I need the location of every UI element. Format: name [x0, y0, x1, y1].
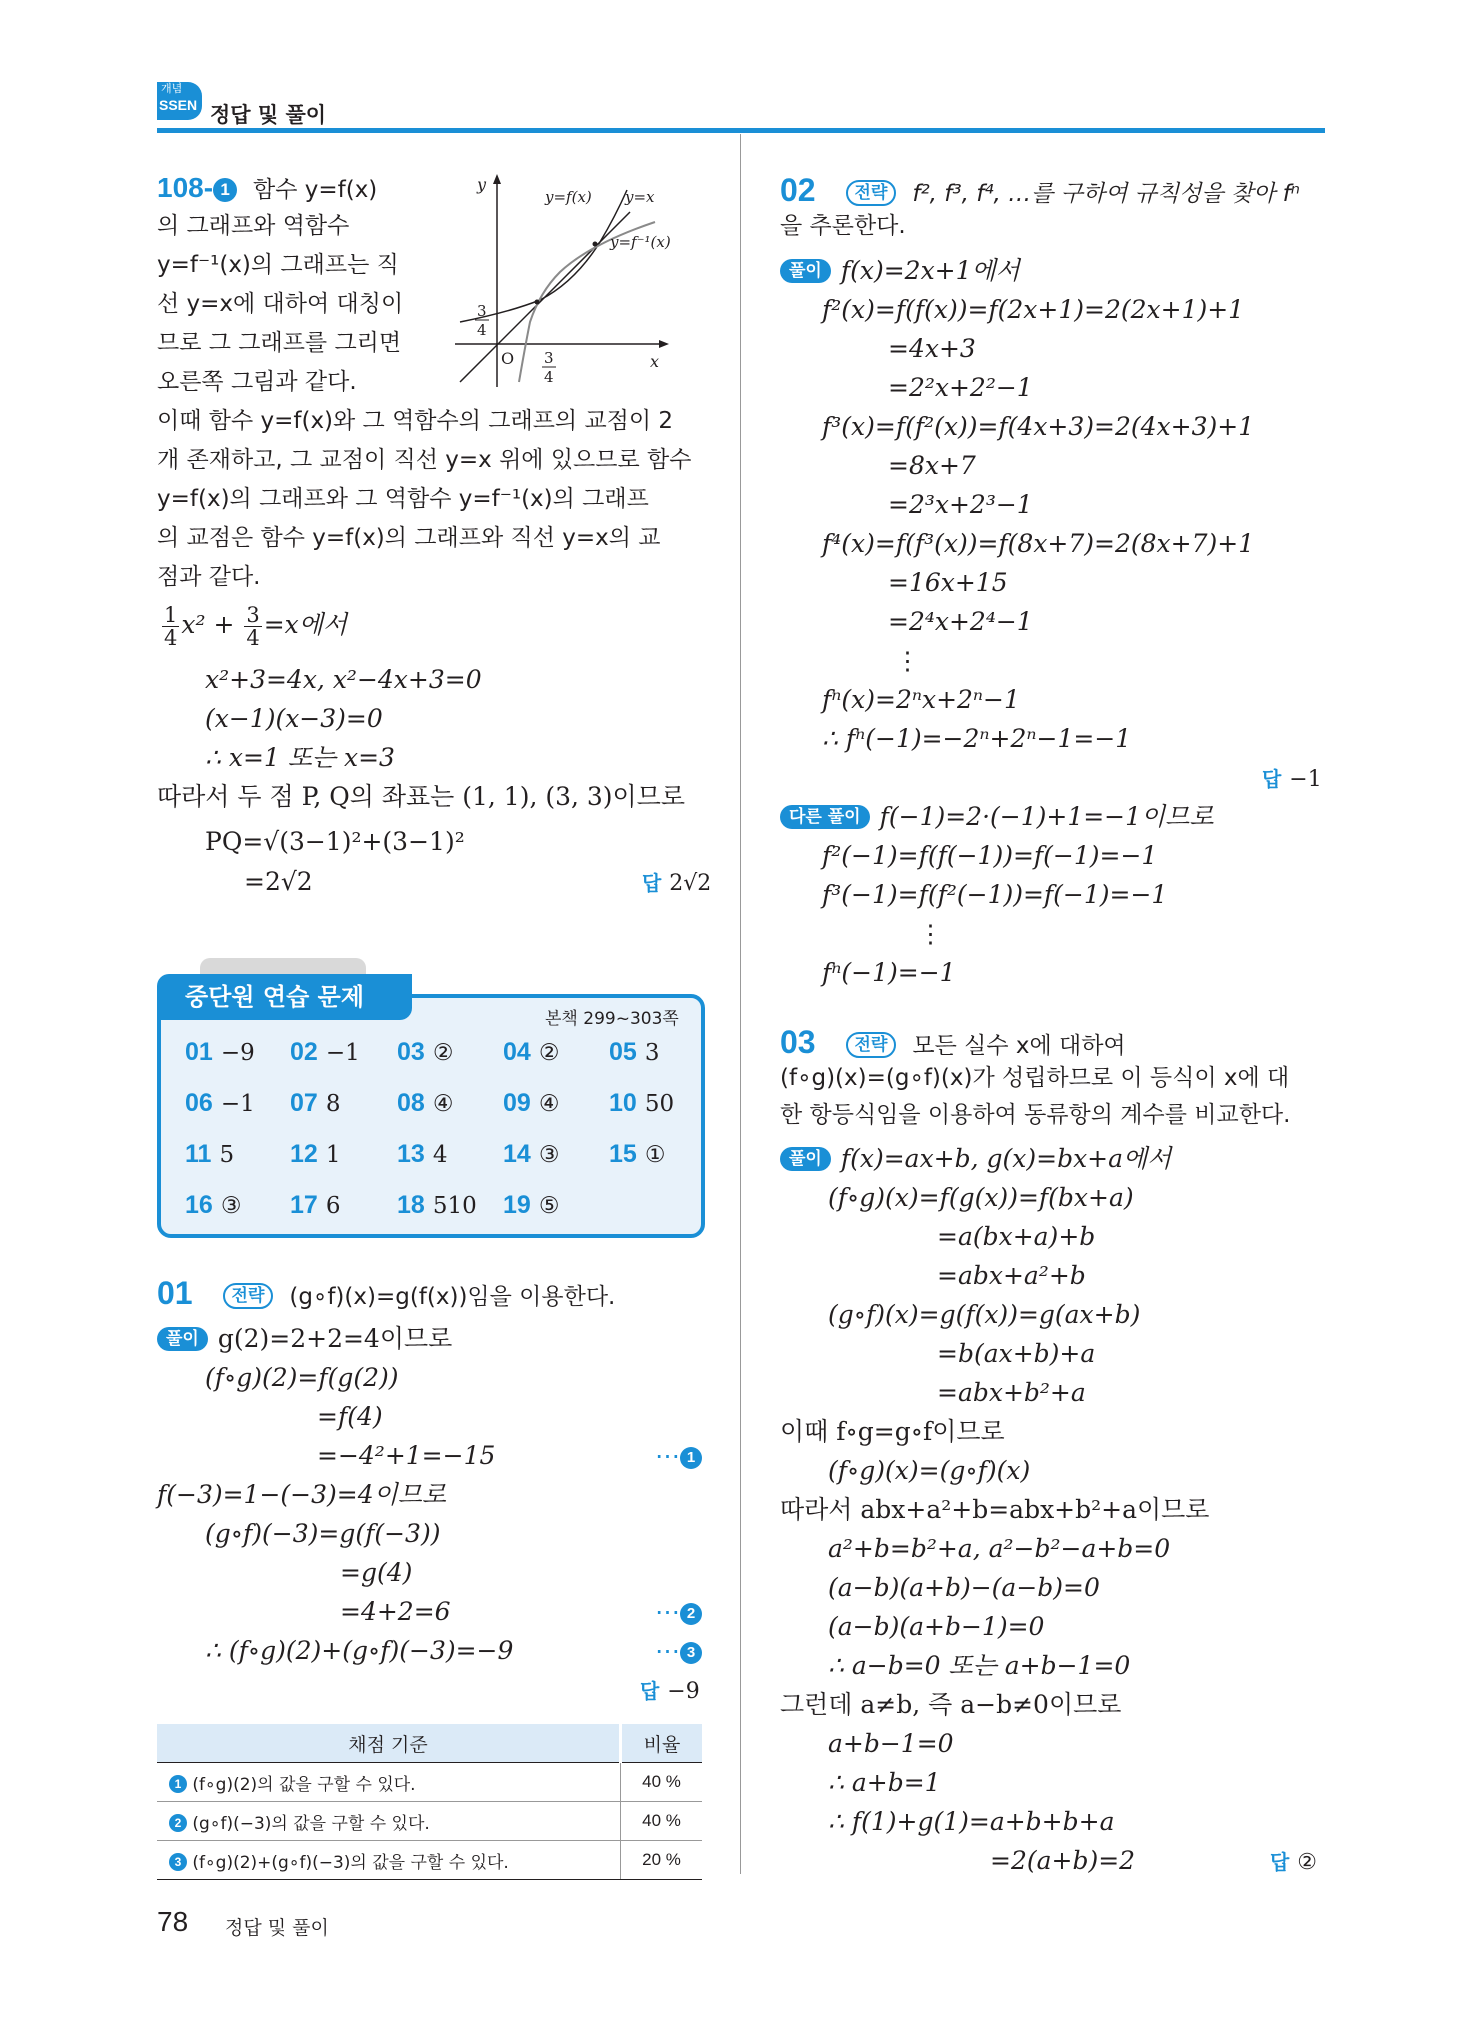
- footer-label: 정답 및 풀이: [225, 1917, 329, 1939]
- practice-answer: ②: [538, 1040, 560, 1066]
- answer-label: 답: [642, 871, 662, 895]
- practice-answer: ①: [644, 1142, 666, 1168]
- q02-strategy-cont: 을 추론한다.: [780, 213, 906, 239]
- sol-line: =abx+a²+b: [937, 1261, 1086, 1290]
- practice-answer: 4: [432, 1142, 448, 1168]
- practice-answer-item: [609, 1087, 674, 1120]
- q01-strategy: (g∘f)(x)=g(f(x))임을 이용한다.: [289, 1284, 616, 1310]
- sol-line: ∴ a−b=0 또는 a+b−1=0: [828, 1651, 1131, 1680]
- sol-line: 이때 f∘g=g∘f이므로: [780, 1417, 1005, 1446]
- q01-number: 01: [157, 1275, 193, 1311]
- answer-label: 답: [1262, 767, 1282, 791]
- practice-answer: ④: [538, 1091, 560, 1117]
- table-row: [157, 1802, 702, 1841]
- q02-number: 02: [780, 172, 816, 208]
- sol-line: (a−b)(a+b)−(a−b)=0: [828, 1573, 1100, 1602]
- sol-line: =8x+7: [888, 451, 976, 480]
- practice-answer: ⑤: [538, 1193, 560, 1219]
- intro-line: 므로 그 그래프를 그리면: [157, 330, 402, 356]
- practice-number: 08: [397, 1089, 425, 1117]
- function-graph: [455, 172, 710, 397]
- q03-head: [780, 1022, 1126, 1066]
- practice-answer: 8: [325, 1091, 341, 1117]
- body-line: 개 존재하고, 그 교점이 직선 y=x 위에 있으므로 함수: [157, 447, 692, 473]
- alt-solution-tag: 다른 풀이: [780, 805, 870, 829]
- frac-den: 4: [164, 626, 178, 650]
- graph-y-tick-num: 3: [477, 302, 487, 320]
- graph-curve-f-label: y=f(x): [545, 188, 592, 206]
- intro-line: 의 그래프와 역함수: [157, 213, 350, 239]
- graph-x-label: x: [650, 352, 660, 371]
- mark-circle: 2: [169, 1814, 187, 1832]
- sol-line: =2²x+2²−1: [888, 373, 1033, 402]
- practice-answer-item: [290, 1138, 340, 1171]
- scoring-table: [157, 1724, 702, 1880]
- sol-line: =16x+15: [888, 568, 1008, 597]
- practice-answer: ④: [432, 1091, 454, 1117]
- sol-line: (g∘f)(−3)=g(f(−3)): [205, 1519, 441, 1548]
- sol-line: f²(x)=f(f(x))=f(2x+1)=2(2x+1)+1: [822, 295, 1245, 324]
- mark-circle: 1: [169, 1775, 187, 1793]
- eq-line: (x−1)(x−3)=0: [205, 704, 383, 733]
- body-line: y=f(x)의 그래프와 그 역함수 y=f⁻¹(x)의 그래프: [157, 486, 649, 512]
- graph-x-tick-num: 3: [544, 349, 554, 367]
- alt-text: f(−1)=2·(−1)+1=−1이므로: [879, 802, 1214, 831]
- problem-108-head: [157, 172, 377, 206]
- mark-2: ⋯ 2: [655, 1596, 702, 1628]
- logo-top-text: 개념: [161, 83, 183, 95]
- sol-line: =−4²+1=−15: [317, 1441, 496, 1470]
- q03-strategy-cont: (f∘g)(x)=(g∘f)(x)가 성립하므로 이 등식이 x에 대: [780, 1065, 1290, 1091]
- answer-value: 2√2: [669, 871, 712, 896]
- body-line: 이때 함수 y=f(x)와 그 역함수의 그래프의 교점이 2: [157, 408, 674, 434]
- table-header: 비율: [621, 1724, 703, 1763]
- practice-number: 07: [290, 1089, 318, 1117]
- alt-line: fⁿ(−1)=−1: [822, 958, 956, 987]
- sol-line: (f∘g)(2)=f(g(2)): [205, 1363, 399, 1392]
- practice-answer: 5: [219, 1142, 235, 1168]
- intro-line: y=f⁻¹(x)의 그래프는 직: [157, 252, 399, 278]
- graph-curve-inverse-label: y=f⁻¹(x): [610, 233, 671, 251]
- practice-number: 14: [503, 1140, 531, 1168]
- solution-tag: 풀이: [780, 1147, 831, 1171]
- practice-answer-item: [503, 1138, 559, 1171]
- practice-answer-item: [185, 1087, 255, 1120]
- frac-num: 3: [246, 603, 260, 627]
- graph-x-tick-den: 4: [544, 368, 554, 386]
- practice-answer: ②: [432, 1040, 454, 1066]
- q01-head: [157, 1273, 615, 1317]
- practice-answer: −1: [220, 1091, 255, 1117]
- answer-01: [640, 1674, 700, 1708]
- practice-number: 11: [185, 1140, 212, 1168]
- eq-line: =2√2: [244, 867, 313, 896]
- sol-line: =f(4): [317, 1402, 383, 1431]
- answer-value: ②: [1297, 1850, 1318, 1875]
- practice-answer: 510: [432, 1193, 477, 1219]
- eq-line: 따라서 두 점 P, Q의 좌표는 (1, 1), (3, 3)이므로: [157, 782, 685, 811]
- practice-answer: −1: [325, 1040, 360, 1066]
- graph-origin-label: O: [501, 349, 515, 368]
- sol-line: =a(bx+a)+b: [937, 1222, 1096, 1251]
- answer-label: 답: [640, 1679, 660, 1703]
- table-header: 채점 기준: [157, 1724, 621, 1763]
- table-cell: [157, 1802, 621, 1841]
- sol-line: fⁿ(x)=2ⁿx+2ⁿ−1: [822, 685, 1020, 714]
- sol-line: (a−b)(a+b−1)=0: [828, 1612, 1045, 1641]
- practice-number: 03: [397, 1038, 425, 1066]
- sol-line: ⋮: [895, 646, 920, 675]
- practice-number: 01: [185, 1038, 213, 1066]
- sol-line: ∴ fⁿ(−1)=−2ⁿ+2ⁿ−1=−1: [822, 724, 1132, 753]
- practice-number: 06: [185, 1089, 213, 1117]
- practice-number: 18: [397, 1191, 425, 1219]
- problem-number: 108-: [157, 172, 214, 203]
- sol-line: f³(x)=f(f²(x))=f(4x+3)=2(4x+3)+1: [822, 412, 1255, 441]
- table-cell: [157, 1763, 621, 1802]
- graph-y-tick-den: 4: [477, 321, 487, 339]
- practice-answer-item: [185, 1138, 234, 1171]
- practice-number: 13: [397, 1140, 425, 1168]
- mark-3: ⋯ 3: [655, 1635, 702, 1667]
- practice-answer-item: [609, 1138, 665, 1171]
- practice-number: 02: [290, 1038, 318, 1066]
- frac-num: 1: [164, 603, 178, 627]
- answer-02: [1262, 762, 1322, 796]
- practice-answer-item: [503, 1189, 559, 1222]
- body-line: 점과 같다.: [157, 564, 261, 590]
- answer-108: [642, 866, 711, 900]
- solution-tag: 풀이: [780, 259, 831, 283]
- q03-strategy: 모든 실수 x에 대하여: [912, 1033, 1126, 1059]
- eq-line-pq: PQ=√(3−1)²+(3−1)²: [205, 827, 465, 856]
- mark-1: ⋯ 1: [655, 1440, 702, 1472]
- practice-answer-item: [290, 1036, 360, 1069]
- practice-number: 15: [609, 1140, 637, 1168]
- practice-number: 16: [185, 1191, 213, 1219]
- rubric-text: (f∘g)(2)의 값을 구할 수 있다.: [192, 1774, 416, 1795]
- graph-line-label: y=x: [625, 188, 655, 206]
- practice-answer-item: [290, 1087, 340, 1120]
- practice-pages: 본책 299~303쪽: [545, 1009, 679, 1029]
- practice-answer: 1: [325, 1142, 341, 1168]
- answer-03: [1270, 1845, 1317, 1879]
- eq-line: x²+3=4x, x²−4x+3=0: [205, 665, 482, 694]
- practice-answer-item: [503, 1036, 559, 1069]
- alt-line: f²(−1)=f(f(−1))=f(−1)=−1: [822, 841, 1158, 870]
- practice-number: 04: [503, 1038, 531, 1066]
- mark-circle: 3: [680, 1642, 702, 1664]
- practice-answer: 6: [325, 1193, 341, 1219]
- header-rule: [157, 128, 1325, 133]
- sol-line: 따라서 abx+a²+b=abx+b²+a이므로: [780, 1495, 1210, 1524]
- sol-line: a²+b=b²+a, a²−b²−a+b=0: [828, 1534, 1171, 1563]
- sol-line: (g∘f)(x)=g(f(x))=g(ax+b): [828, 1300, 1141, 1329]
- rubric-text: (g∘f)(−3)의 값을 구할 수 있다.: [192, 1813, 430, 1834]
- sol-line: f(−3)=1−(−3)=4이므로: [157, 1480, 447, 1509]
- q02-alt-line: [780, 801, 1214, 833]
- answer-label: 답: [1270, 1850, 1290, 1874]
- answer-value: −9: [667, 1679, 700, 1704]
- sol-line: =4+2=6: [340, 1597, 451, 1626]
- practice-number: 05: [609, 1038, 637, 1066]
- rubric-ratio: 40 %: [621, 1802, 703, 1841]
- intro-line: 함수 y=f(x): [253, 177, 378, 203]
- eq-part: x² +: [181, 610, 243, 639]
- strategy-tag: 전략: [223, 1283, 274, 1309]
- sol-line: =4x+3: [888, 334, 976, 363]
- problem-circle: 1: [213, 178, 237, 202]
- practice-number: 17: [290, 1191, 318, 1219]
- practice-answer-item: [185, 1036, 255, 1069]
- table-cell: [157, 1841, 621, 1880]
- intro-line: 선 y=x에 대하여 대칭이: [157, 291, 404, 317]
- table-row: [157, 1841, 702, 1880]
- practice-answer-item: [290, 1189, 340, 1222]
- sol-line: =2⁴x+2⁴−1: [888, 607, 1033, 636]
- sol-line: =abx+b²+a: [937, 1378, 1086, 1407]
- sol-line: ∴ f(1)+g(1)=a+b+b+a: [828, 1807, 1115, 1836]
- practice-title: 중단원 연습 문제: [157, 974, 412, 1020]
- strategy-tag: 전략: [846, 1032, 897, 1058]
- practice-answer-item: [185, 1189, 241, 1222]
- page-number: 78: [157, 1906, 189, 1937]
- mark-circle: 3: [169, 1853, 187, 1871]
- practice-number: 12: [290, 1140, 318, 1168]
- eq-line: ∴ x=1 또는 x=3: [205, 743, 395, 772]
- answer-value: −1: [1289, 767, 1322, 792]
- practice-number: 10: [609, 1089, 637, 1117]
- solution-tag: 풀이: [157, 1327, 208, 1351]
- sol-line: =b(ax+b)+a: [937, 1339, 1096, 1368]
- practice-number: 09: [503, 1089, 531, 1117]
- header-title: 정답 및 풀이: [210, 103, 327, 127]
- sol-line: f⁴(x)=f(f³(x))=f(8x+7)=2(8x+7)+1: [822, 529, 1255, 558]
- sol-line: a+b−1=0: [828, 1729, 954, 1758]
- sol-text: f(x)=2x+1에서: [840, 256, 1020, 285]
- practice-answer-item: [397, 1087, 453, 1120]
- q01-sol-line: [157, 1323, 452, 1355]
- sol-line: (f∘g)(x)=(g∘f)(x): [828, 1456, 1031, 1485]
- sol-line: =g(4): [340, 1558, 413, 1587]
- intro-line: 오른쪽 그림과 같다.: [157, 369, 357, 395]
- practice-answer-item: [397, 1138, 447, 1171]
- ssen-logo: [157, 82, 202, 120]
- rubric-ratio: 40 %: [621, 1763, 703, 1802]
- mark-circle: 2: [680, 1603, 702, 1625]
- practice-answer-item: [609, 1036, 659, 1069]
- sol-text: g(2)=2+2=4이므로: [217, 1324, 453, 1353]
- q02-strategy: f², f³, f⁴, …를 구하여 규칙성을 찾아 fⁿ: [912, 181, 1300, 207]
- rubric-ratio: 20 %: [621, 1841, 703, 1880]
- rubric-text: (f∘g)(2)+(g∘f)(−3)의 값을 구할 수 있다.: [192, 1852, 509, 1873]
- q03-strategy-cont: 한 항등식임을 이용하여 동류항의 계수를 비교한다.: [780, 1102, 1291, 1128]
- sol-text: f(x)=ax+b, g(x)=bx+a에서: [840, 1144, 1172, 1173]
- mark-circle: 1: [680, 1447, 702, 1469]
- q03-number: 03: [780, 1024, 816, 1060]
- sol-line: =2(a+b)=2: [990, 1846, 1136, 1875]
- practice-number: 19: [503, 1191, 531, 1219]
- practice-answer: ③: [220, 1193, 242, 1219]
- q02-sol-line: [780, 255, 1020, 287]
- practice-answer: 3: [644, 1040, 660, 1066]
- sol-line: 그런데 a≠b, 즉 a−b≠0이므로: [780, 1690, 1122, 1719]
- practice-answer-item: [397, 1189, 477, 1222]
- practice-answer: ③: [538, 1142, 560, 1168]
- sol-line: ∴ a+b=1: [828, 1768, 941, 1797]
- alt-line: ⋮: [918, 919, 943, 948]
- q03-sol-line: [780, 1143, 1171, 1175]
- practice-answer: 50: [644, 1091, 675, 1117]
- strategy-tag: 전략: [846, 180, 897, 206]
- body-line: 의 교점은 함수 y=f(x)의 그래프와 직선 y=x의 교: [157, 525, 661, 551]
- table-row: [157, 1763, 702, 1802]
- sol-line: ∴ (f∘g)(2)+(g∘f)(−3)=−9: [205, 1636, 514, 1665]
- logo-bottom-text: SSEN: [159, 97, 198, 113]
- practice-answer-item: [397, 1036, 453, 1069]
- q02-head: [780, 170, 1300, 214]
- eq-quadratic: [160, 600, 347, 650]
- frac-den: 4: [246, 626, 260, 650]
- column-divider: [740, 134, 741, 1874]
- eq-part: =x에서: [263, 610, 348, 639]
- graph-y-label: y: [477, 175, 487, 194]
- practice-answer: −9: [220, 1040, 255, 1066]
- sol-line: =2³x+2³−1: [888, 490, 1033, 519]
- sol-line: (f∘g)(x)=f(g(x))=f(bx+a): [828, 1183, 1134, 1212]
- practice-answer-item: [503, 1087, 559, 1120]
- alt-line: f³(−1)=f(f²(−1))=f(−1)=−1: [822, 880, 1168, 909]
